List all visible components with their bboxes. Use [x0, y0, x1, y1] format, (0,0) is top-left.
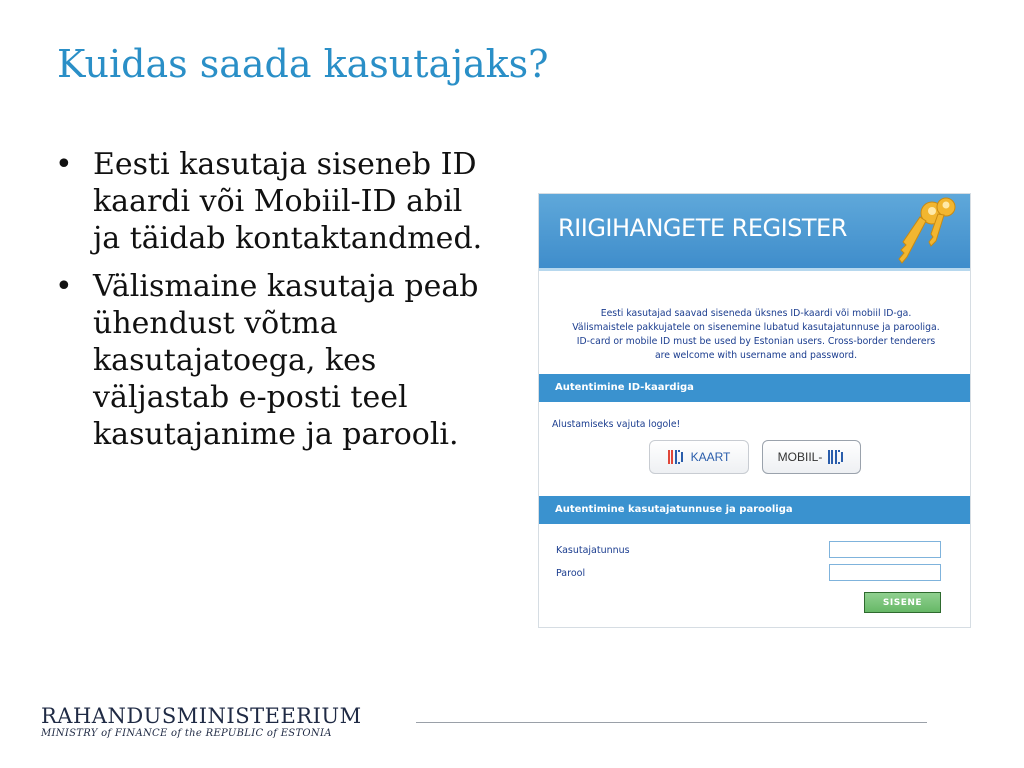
info-line: are welcome with username and password.	[654, 350, 858, 361]
bullet-list	[55, 146, 495, 464]
footer-divider	[416, 722, 927, 723]
ministry-subtitle: MINISTRY of FINANCE of the REPUBLIC of ESTONIA	[41, 728, 332, 739]
slide-title: Kuidas saada kasutajaks?	[57, 42, 549, 86]
portal-info-text	[551, 307, 961, 363]
ministry-name: RAHANDUSMINISTEERIUM	[41, 704, 362, 728]
bullet-item	[55, 146, 495, 257]
info-line: ID-card or mobile ID must be used by Estonian users. Cross-border tenderers	[576, 336, 936, 347]
bullet-dot: •	[55, 269, 73, 304]
id-card-hint: Alustamiseks vajuta logole!	[552, 419, 681, 430]
keys-icon	[869, 194, 969, 268]
login-portal-screenshot	[538, 193, 971, 628]
submit-login-button[interactable]: SISENE	[864, 592, 941, 613]
password-label: Parool	[556, 568, 586, 579]
info-line: Välismaistele pakkujatele on sisenemine lubatud kasutajatunnuse ja parooliga.	[572, 322, 940, 333]
id-logo-icon	[828, 449, 845, 465]
username-label: Kasutajatunnus	[556, 545, 630, 556]
bullet-text: Välismaine kasutaja peab ühendust võtma kasutajatoega, kes väljastab e-posti teel kasutajanime ja parooli.	[93, 269, 479, 452]
ministry-logo	[41, 705, 362, 739]
password-section-header: Autentimine kasutajatunnuse ja parooliga	[539, 496, 971, 524]
mobile-id-button-label: MOBIIL-	[777, 450, 823, 464]
id-card-button-label: KAART	[690, 450, 731, 464]
portal-banner	[539, 194, 971, 268]
id-logo-icon	[668, 449, 685, 465]
info-line: Eesti kasutajad saavad siseneda üksnes ID-kaardi või mobiil ID-ga.	[600, 308, 912, 319]
username-input[interactable]	[829, 541, 941, 558]
banner-divider	[539, 268, 971, 271]
bullet-dot: •	[55, 147, 73, 182]
portal-title: RIIGIHANGETE REGISTER	[558, 214, 847, 242]
bullet-item	[55, 268, 495, 453]
id-card-login-button[interactable]	[649, 440, 749, 474]
mobile-id-login-button[interactable]	[762, 440, 861, 474]
id-card-section-header: Autentimine ID-kaardiga	[539, 374, 971, 402]
bullet-text: Eesti kasutaja siseneb ID kaardi või Mobiil-ID abil ja täidab kontaktandmed.	[93, 147, 483, 256]
password-input[interactable]	[829, 564, 941, 581]
